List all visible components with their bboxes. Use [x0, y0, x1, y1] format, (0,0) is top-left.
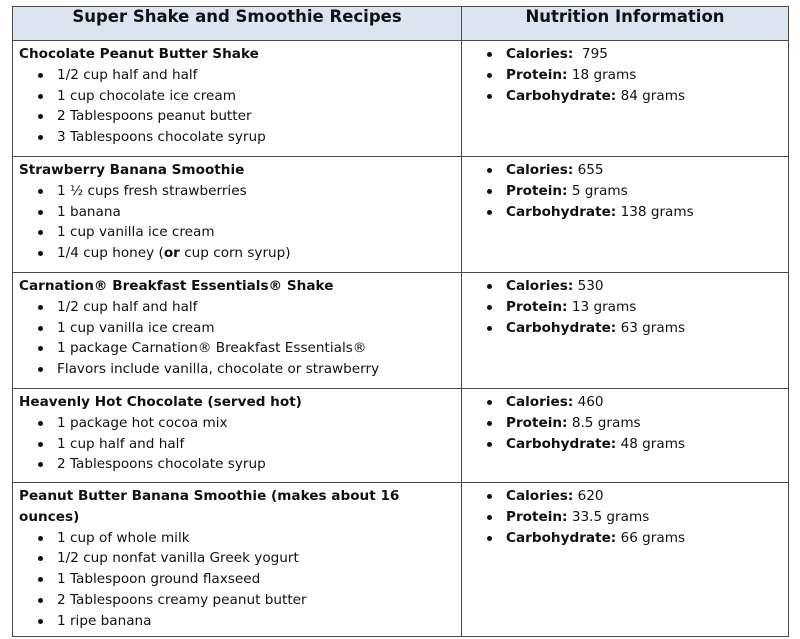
ingredient-item: 2 Tablespoons chocolate syrup	[57, 454, 455, 475]
carbohydrate-label: Carbohydrate:	[506, 203, 617, 220]
ingredient-text: cup corn syrup)	[179, 245, 291, 262]
carbohydrate-label: Carbohydrate:	[506, 87, 617, 104]
ingredient-item: 1/2 cup half and half	[57, 297, 455, 318]
ingredient-text: 1/4 cup honey (	[57, 245, 164, 262]
carbohydrate-item	[506, 318, 782, 339]
protein-value: 13 grams	[571, 298, 637, 315]
recipe-title: Peanut Butter Banana Smoothie (makes about 16 ounces)	[19, 488, 400, 525]
recipe-title: Carnation® Breakfast Essentials® Shake	[19, 278, 334, 294]
recipes-column-header: Super Shake and Smoothie Recipes	[13, 7, 462, 41]
protein-label: Protein:	[506, 298, 568, 315]
protein-value: 5 grams	[571, 182, 628, 199]
ingredient-item: 1 package hot cocoa mix	[57, 413, 455, 434]
ingredient-item: 3 Tablespoons chocolate syrup	[57, 127, 455, 148]
ingredient-item: 1 cup vanilla ice cream	[57, 318, 455, 339]
nutrition-cell	[462, 273, 789, 389]
recipe-title: Strawberry Banana Smoothie	[19, 162, 245, 178]
calories-value: 620	[577, 488, 604, 504]
table-row	[13, 157, 789, 273]
ingredient-item: 1 cup chocolate ice cream	[57, 86, 455, 107]
protein-item	[506, 413, 782, 434]
carbohydrate-item	[506, 86, 782, 107]
recipe-title: Heavenly Hot Chocolate (served hot)	[19, 394, 302, 410]
carbohydrate-item	[506, 528, 782, 549]
ingredient-item: 1/2 cup half and half	[57, 65, 455, 86]
ingredient-list	[19, 65, 455, 148]
carbohydrate-item	[506, 434, 782, 455]
nutrition-column-header: Nutrition Information	[462, 7, 789, 41]
protein-label: Protein:	[506, 414, 568, 431]
nutrition-list	[468, 44, 782, 106]
ingredient-item: 1/2 cup nonfat vanilla Greek yogurt	[57, 548, 455, 569]
protein-label: Protein:	[506, 66, 568, 83]
nutrition-cell	[462, 483, 789, 637]
ingredient-list	[19, 181, 455, 264]
carbohydrate-value: 138 grams	[620, 203, 694, 220]
table-row	[13, 389, 789, 483]
recipe-title: Chocolate Peanut Butter Shake	[19, 46, 259, 62]
carbohydrate-value: 66 grams	[620, 529, 686, 546]
ingredient-item: 2 Tablespoons peanut butter	[57, 106, 455, 127]
calories-item	[506, 486, 782, 507]
ingredient-item: 1 ½ cups fresh strawberries	[57, 181, 455, 202]
calories-value: 460	[577, 394, 604, 410]
calories-item	[506, 276, 782, 297]
carbohydrate-label: Carbohydrate:	[506, 529, 617, 546]
calories-label: Calories:	[506, 278, 574, 294]
nutrition-cell	[462, 157, 789, 273]
table-row	[13, 483, 789, 637]
protein-label: Protein:	[506, 182, 568, 199]
protein-item	[506, 297, 782, 318]
recipe-cell	[13, 157, 462, 273]
protein-item	[506, 65, 782, 86]
ingredient-list	[19, 297, 455, 380]
ingredient-item: 1 Tablespoon ground flaxseed	[57, 569, 455, 590]
protein-value: 33.5 grams	[571, 508, 650, 525]
ingredient-item: 1 package Carnation® Breakfast Essentials®	[57, 338, 455, 359]
nutrition-list	[468, 276, 782, 338]
header-row	[13, 7, 789, 41]
nutrition-list	[468, 160, 782, 222]
protein-value: 18 grams	[571, 66, 637, 83]
nutrition-list	[468, 486, 782, 548]
nutrition-cell	[462, 389, 789, 483]
ingredient-item: 1 cup half and half	[57, 434, 455, 455]
protein-item	[506, 181, 782, 202]
recipe-cell	[13, 483, 462, 637]
ingredient-item: 1 banana	[57, 202, 455, 223]
calories-label: Calories:	[506, 394, 574, 410]
protein-value: 8.5 grams	[571, 414, 641, 431]
calories-item	[506, 160, 782, 181]
recipe-cell	[13, 389, 462, 483]
recipe-cell	[13, 41, 462, 157]
table-row	[13, 41, 789, 157]
carbohydrate-label: Carbohydrate:	[506, 319, 617, 336]
calories-label: Calories:	[506, 488, 574, 504]
calories-value: 795	[581, 46, 608, 62]
protein-label: Protein:	[506, 508, 568, 525]
calories-label: Calories:	[506, 46, 574, 62]
ingredient-item: 2 Tablespoons creamy peanut butter	[57, 590, 455, 611]
ingredient-item	[57, 243, 455, 264]
ingredient-list	[19, 528, 455, 632]
ingredient-item: Flavors include vanilla, chocolate or strawberry	[57, 359, 455, 380]
recipes-table	[12, 6, 789, 637]
calories-item	[506, 44, 782, 65]
ingredient-list	[19, 413, 455, 475]
recipe-cell	[13, 273, 462, 389]
protein-item	[506, 507, 782, 528]
carbohydrate-label: Carbohydrate:	[506, 435, 617, 452]
calories-label: Calories:	[506, 162, 574, 178]
carbohydrate-value: 48 grams	[620, 435, 686, 452]
carbohydrate-value: 63 grams	[620, 319, 686, 336]
calories-item	[506, 392, 782, 413]
calories-value: 530	[577, 278, 604, 294]
calories-value: 655	[577, 162, 604, 178]
nutrition-cell	[462, 41, 789, 157]
ingredient-item: 1 ripe banana	[57, 611, 455, 632]
carbohydrate-value: 84 grams	[620, 87, 686, 104]
table-row	[13, 273, 789, 389]
ingredient-item: 1 cup of whole milk	[57, 528, 455, 549]
ingredient-item: 1 cup vanilla ice cream	[57, 222, 455, 243]
nutrition-list	[468, 392, 782, 454]
carbohydrate-item	[506, 202, 782, 223]
ingredient-or-emphasis: or	[163, 245, 180, 262]
